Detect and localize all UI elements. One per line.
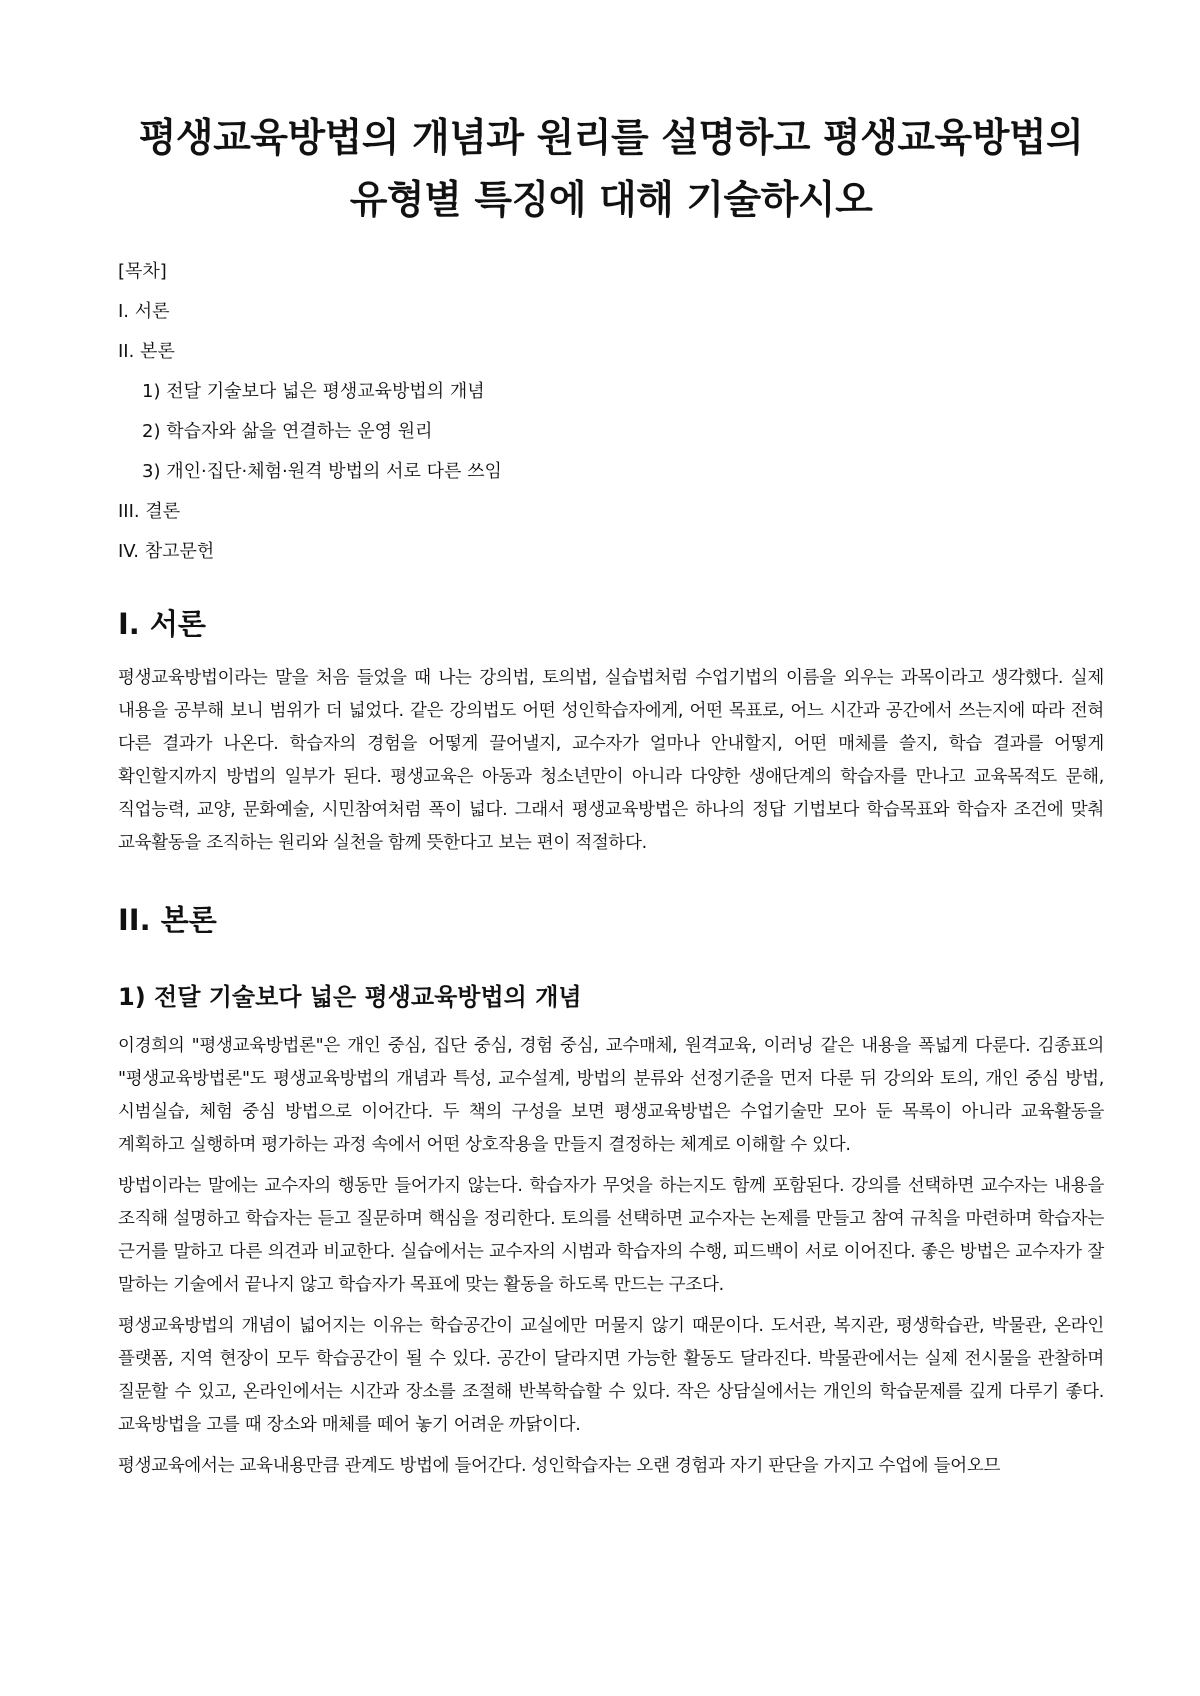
body-paragraph-4: 평생교육에서는 교육내용만큼 관계도 방법에 들어간다. 성인학습자는 오랜 경험과 자기 판단을 가지고 수업에 들어오므 — [118, 1456, 1001, 1476]
subsection-heading-1: 1) 전달 기술보다 넓은 평생교육방법의 개념 — [118, 983, 582, 1011]
toc-item-body-3: 3) 개인·집단·체험·원격 방법의 서로 다른 쓰임 — [142, 461, 502, 482]
body-paragraph-1: 이경희의 "평생교육방법론"은 개인 중심, 집단 중심, 경험 중심, 교수매체, 원격교육, 이러닝 같은 내용을 폭넓게 다룬다. 김종표의 "평생교육방법론"도 평생교육방법의 개념과 특성, 교수설계, 방법의 분류와 선정기준을 먼저 다룬 뒤 강의와 토의, 개인 중심 방법, 시범실습, 체험 중심 방법으로 이어간다. 두 책의 구성을 보면 평생교육방법은 수업기술만 모아 둔 목록이 아니라 교육활동을 계획하고 실행하며 평가하는 과정 속에서 어떤 상호작용을 만들지 결정하는 체계로 이해할 수 있다. — [118, 1036, 1104, 1155]
body-paragraph-3: 평생교육방법의 개념이 넓어지는 이유는 학습공간이 교실에만 머물지 않기 때문이다. 도서관, 복지관, 평생학습관, 박물관, 온라인 플랫폼, 지역 현장이 모두 학습공간이 될 수 있다. 공간이 달라지면 가능한 활동도 달라진다. 박물관에서는 실제 전시물을 관찰하며 질문할 수 있고, 온라인에서는 시간과 장소를 조절해 반복학습할 수 있다. 작은 상담실에서는 개인의 학습문제를 깊게 다루기 좋다. 교육방법을 고를 때 장소와 매체를 떼어 놓기 어려운 까닭이다. — [118, 1316, 1104, 1435]
toc-item-body: II. 본론 — [118, 341, 175, 362]
toc-list — [118, 300, 1104, 564]
toc-item-conclusion: III. 결론 — [118, 501, 181, 522]
toc-item-intro: I. 서론 — [118, 301, 170, 322]
section-heading-body: II. 본론 — [118, 903, 217, 937]
body-paragraph-2: 방법이라는 말에는 교수자의 행동만 들어가지 않는다. 학습자가 무엇을 하는지도 함께 포함된다. 강의를 선택하면 교수자는 내용을 조직해 설명하고 학습자는 듣고 질문하며 핵심을 정리한다. 토의를 선택하면 교수자는 논제를 만들고 참여 규칙을 마련하며 학습자는 근거를 말하고 다른 의견과 비교한다. 실습에서는 교수자의 시범과 학습자의 수행, 피드백이 서로 이어진다. 좋은 방법은 교수자가 잘 말하는 기술에서 끝나지 않고 학습자가 목표에 맞는 활동을 하도록 만드는 구조다. — [118, 1176, 1104, 1295]
document-page — [118, 108, 1104, 1491]
toc-item-body-2: 2) 학습자와 삶을 연결하는 운영 원리 — [142, 421, 433, 442]
table-of-contents — [118, 260, 1104, 564]
toc-item-body-1: 1) 전달 기술보다 넓은 평생교육방법의 개념 — [142, 381, 485, 402]
section-heading-intro: I. 서론 — [118, 607, 206, 641]
document-title: 평생교육방법의 개념과 원리를 설명하고 평생교육방법의 유형별 특징에 대해 기술하시오 — [138, 116, 1084, 223]
intro-paragraph: 평생교육방법이라는 말을 처음 들었을 때 나는 강의법, 토의법, 실습법처럼 수업기법의 이름을 외우는 과목이라고 생각했다. 실제 내용을 공부해 보니 범위가 더 넓었다. 같은 강의법도 어떤 성인학습자에게, 어떤 목표로, 어느 시간과 공간에서 쓰는지에 따라 전혀 다른 결과가 나온다. 학습자의 경험을 어떻게 끌어낼지, 교수자가 얼마나 안내할지, 어떤 매체를 쓸지, 학습 결과를 어떻게 확인할지까지 방법의 일부가 된다. 평생교육은 아동과 청소년만이 아니라 다양한 생애단계의 학습자를 만나고 교육목적도 문해, 직업능력, 교양, 문화예술, 시민참여처럼 폭이 넓다. 그래서 평생교육방법은 하나의 정답 기법보다 학습목표와 학습자 조건에 맞춰 교육활동을 조직하는 원리와 실천을 함께 뜻한다고 보는 편이 적절하다. — [118, 668, 1104, 853]
toc-heading: [목차] — [118, 261, 167, 282]
toc-item-references: IV. 참고문헌 — [118, 541, 215, 562]
